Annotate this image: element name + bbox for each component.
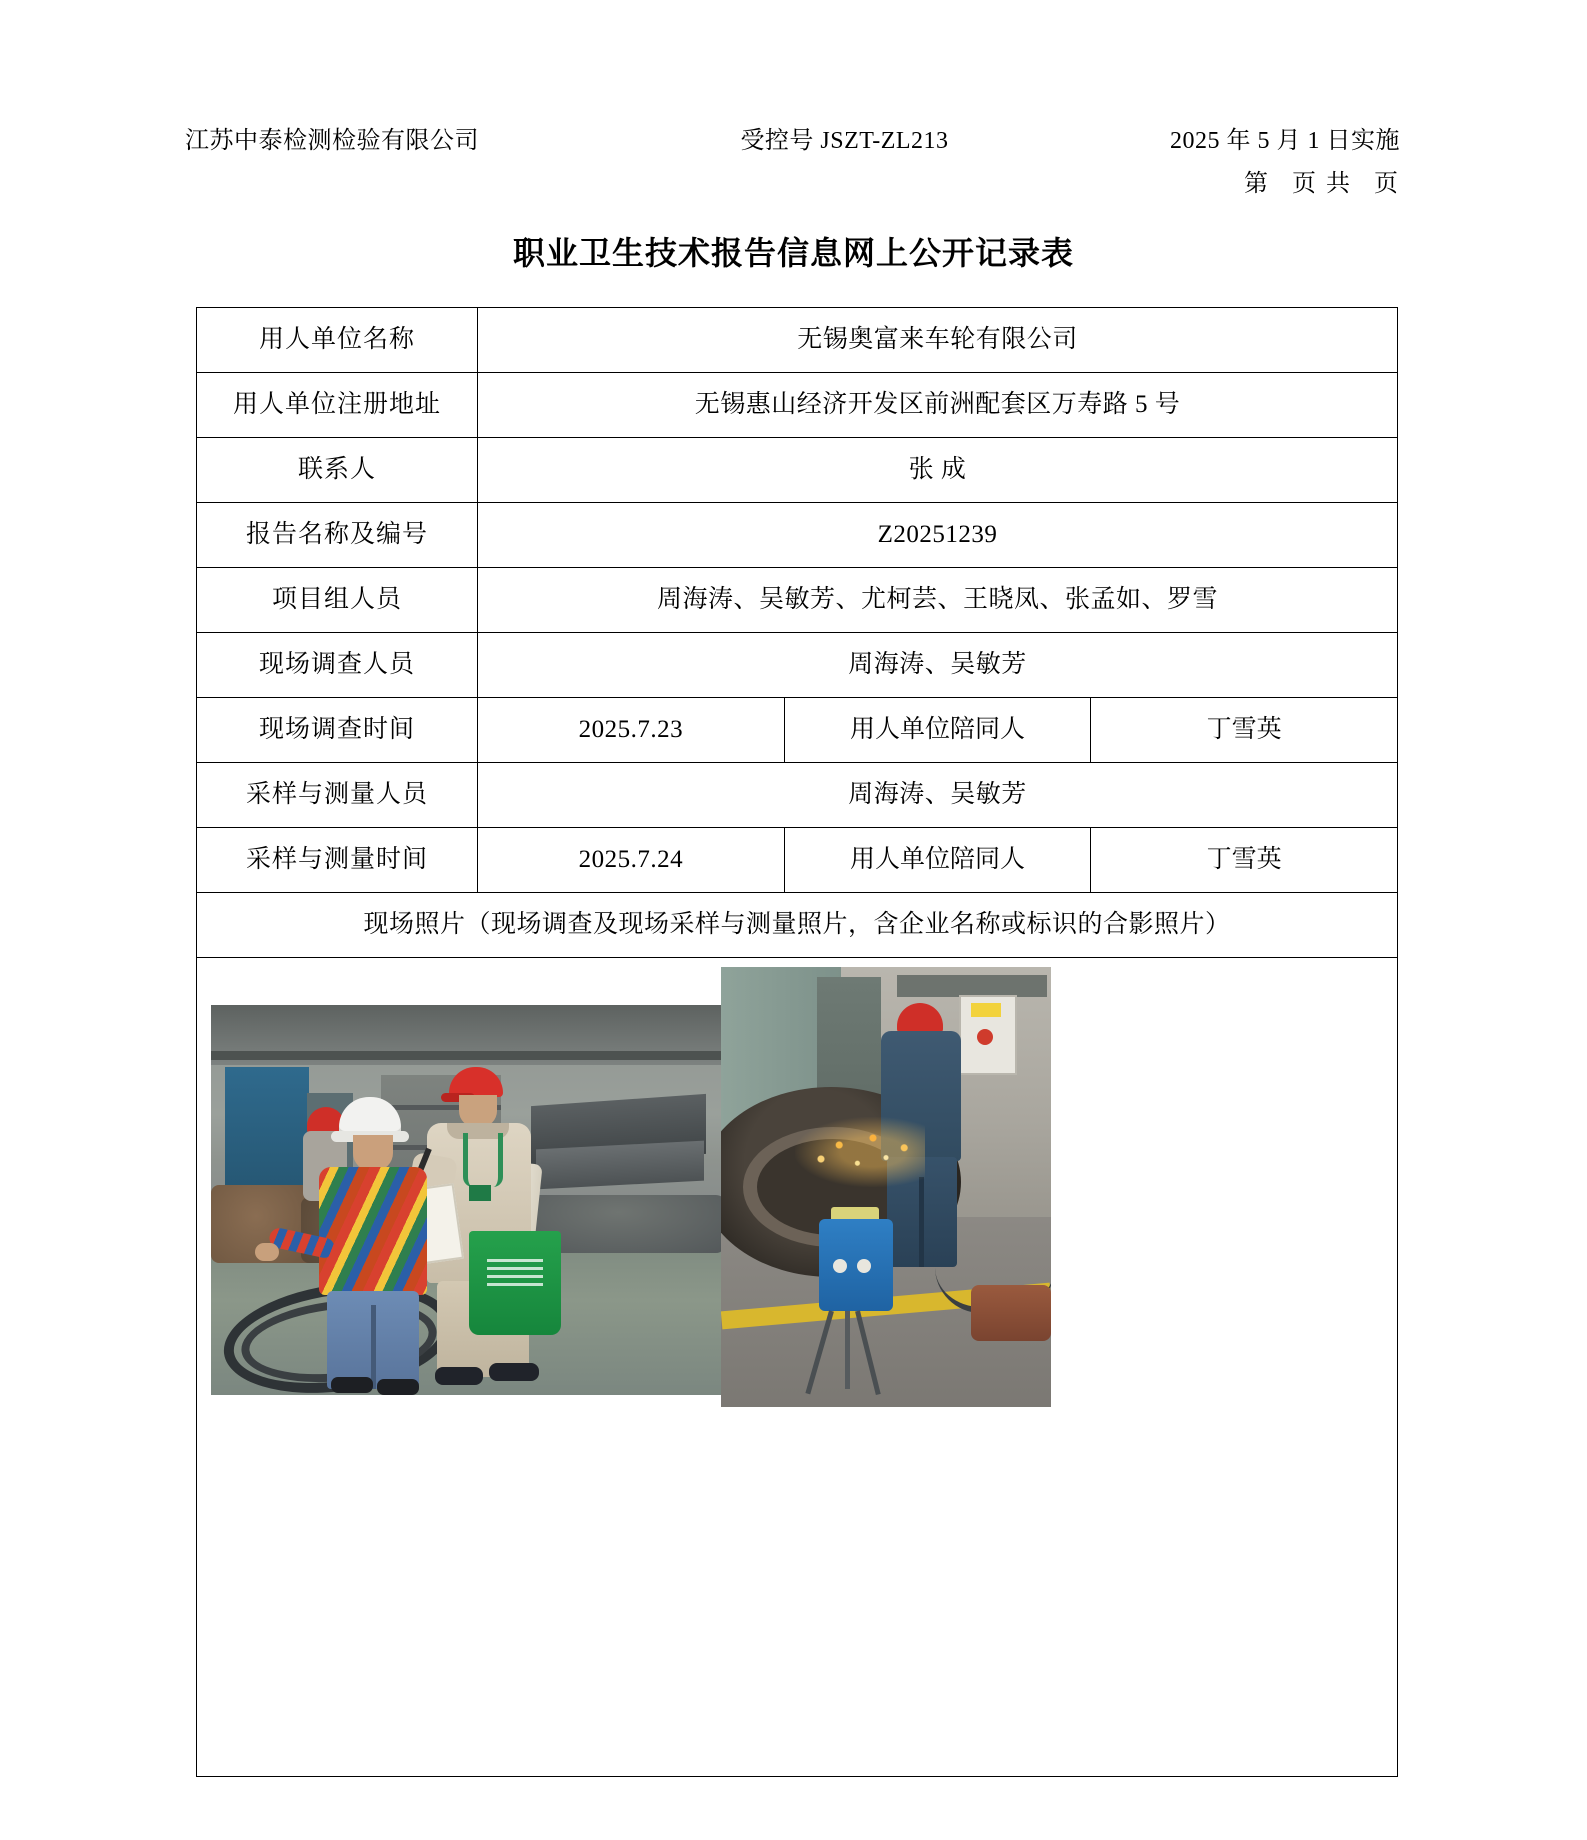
row-value-sampling-time: 2025.7.24: [478, 828, 785, 893]
page-title: 职业卫生技术报告信息网上公开记录表: [512, 234, 1074, 272]
row-value-contact-person: 张 成: [478, 438, 1398, 503]
row-label-report-name-number: 报告名称及编号: [197, 503, 478, 568]
page-number-line: [1244, 163, 1400, 198]
photo-area: [203, 967, 1391, 1767]
row-label-registered-address: 用人单位注册地址: [197, 373, 478, 438]
page-prefix: 第: [1244, 171, 1270, 197]
table-row: [197, 893, 1398, 958]
page-middle: 页 共: [1292, 171, 1352, 197]
row-value-sampling-companion: 丁雪英: [1091, 828, 1398, 893]
table-row: [197, 763, 1398, 828]
record-table: [196, 307, 1398, 1777]
table-row: [197, 958, 1398, 1777]
row-value-employer-name: 无锡奥富来车轮有限公司: [478, 308, 1398, 373]
table-row: [197, 503, 1398, 568]
row-label-project-team: 项目组人员: [197, 568, 478, 633]
row-value-survey-staff: 周海涛、吴敏芳: [478, 633, 1398, 698]
table-row: [197, 568, 1398, 633]
row-label-sampling-staff: 采样与测量人员: [197, 763, 478, 828]
photos-section-header: 现场照片（现场调查及现场采样与测量照片，含企业名称或标识的合影照片）: [197, 893, 1398, 958]
row-label-sampling-time: 采样与测量时间: [197, 828, 478, 893]
row-value-survey-companion: 丁雪英: [1091, 698, 1398, 763]
header-company: 江苏中泰检测检验有限公司: [185, 128, 479, 154]
table-row: [197, 698, 1398, 763]
row-value-sampling-staff: 周海涛、吴敏芳: [478, 763, 1398, 828]
page-suffix: 页: [1374, 171, 1400, 197]
row-label-survey-companion: 用人单位陪同人: [784, 698, 1091, 763]
row-label-employer-name: 用人单位名称: [197, 308, 478, 373]
table-row: [197, 308, 1398, 373]
photos-cell: [197, 958, 1398, 1777]
table-row: [197, 633, 1398, 698]
row-value-registered-address: 无锡惠山经济开发区前洲配套区万寿路 5 号: [478, 373, 1398, 438]
record-table-wrapper: [196, 307, 1398, 1777]
header-effective-date: 2025 年 5 月 1 日实施: [1170, 128, 1400, 154]
table-row: [197, 373, 1398, 438]
row-value-survey-time: 2025.7.23: [478, 698, 785, 763]
row-label-sampling-companion: 用人单位陪同人: [784, 828, 1091, 893]
sampling-measurement-photo: [721, 967, 1051, 1407]
header-control-number: 受控号 JSZT-ZL213: [740, 128, 949, 154]
row-value-report-name-number: Z20251239: [478, 503, 1398, 568]
row-label-contact-person: 联系人: [197, 438, 478, 503]
row-label-survey-staff: 现场调查人员: [197, 633, 478, 698]
row-value-project-team: 周海涛、吴敏芳、尤柯芸、王晓凤、张孟如、罗雪: [478, 568, 1398, 633]
table-row: [197, 828, 1398, 893]
site-survey-photo: [211, 1005, 721, 1395]
page-header: [185, 120, 1400, 155]
row-label-survey-time: 现场调查时间: [197, 698, 478, 763]
table-row: [197, 438, 1398, 503]
